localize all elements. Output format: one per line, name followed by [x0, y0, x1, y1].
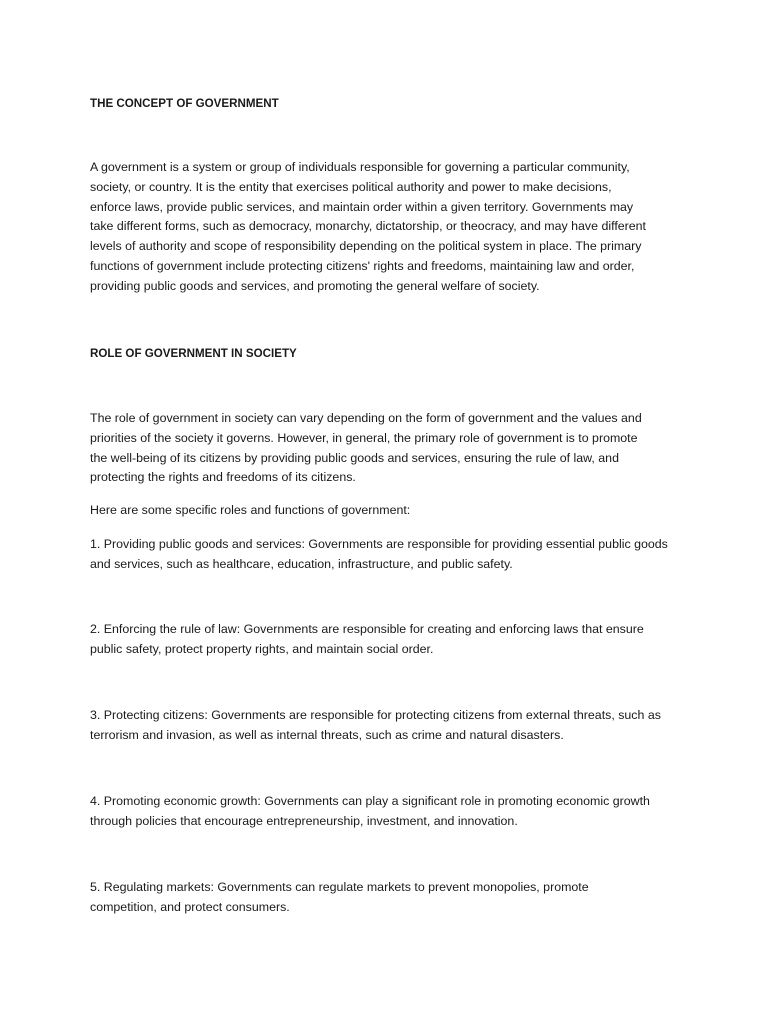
text-line: levels of authority and scope of responsibility depending on the political system in place. The primary: [90, 239, 642, 254]
text-line: 2. Enforcing the rule of law: Governments are responsible for creating and enforcing laws that ensure: [90, 622, 644, 636]
text-line: and services, such as healthcare, education, infrastructure, and public safety.: [90, 556, 513, 571]
section-heading-role: [90, 344, 690, 364]
list-item-5: [90, 878, 690, 918]
text-line: 4. Promoting economic growth: Governments can play a significant role in promoting economic growth: [90, 794, 650, 808]
text-line: society, or country. It is the entity that exercises political authority and power to make decisions,: [90, 179, 612, 194]
text-line: Here are some specific roles and functions of government:: [90, 503, 411, 517]
text-line: through policies that encourage entrepreneurship, investment, and innovation.: [90, 813, 518, 828]
text-line: 1. Providing public goods and services: Governments are responsible for providing essential public goods: [90, 537, 668, 551]
text-line: providing public goods and services, and promoting the general welfare of society.: [90, 278, 540, 293]
text-line: competition, and protect consumers.: [90, 899, 290, 914]
text-line: enforce laws, provide public services, and maintain order within a given territory. Governments may: [90, 199, 634, 214]
document-page: [90, 0, 690, 1024]
text-line: The role of government in society can vary depending on the form of government and the values and: [90, 411, 642, 425]
paragraph-lead-in: [90, 501, 690, 521]
text-line: public safety, protect property rights, and maintain social order.: [90, 641, 434, 656]
text-line: priorities of the society it governs. However, in general, the primary role of government is to promote: [90, 430, 638, 445]
text-line: the well-being of its citizens by providing public goods and services, ensuring the rule of law, and: [90, 450, 619, 465]
list-item-4: [90, 792, 690, 832]
text-line: 5. Regulating markets: Governments can regulate markets to prevent monopolies, promote: [90, 880, 589, 894]
section-heading-concept: [90, 94, 690, 114]
list-item-3: [90, 706, 690, 746]
heading-text: THE CONCEPT OF GOVERNMENT: [90, 97, 279, 110]
paragraph-concept: [90, 158, 690, 297]
text-line: 3. Protecting citizens: Governments are responsible for protecting citizens from external threats, such as: [90, 708, 661, 722]
text-line: take different forms, such as democracy, monarchy, dictatorship, or theocracy, and may have different: [90, 219, 647, 234]
heading-text: ROLE OF GOVERNMENT IN SOCIETY: [90, 347, 297, 360]
list-item-2: [90, 620, 690, 660]
paragraph-role-intro: [90, 409, 690, 488]
text-line: A government is a system or group of individuals responsible for governing a particular community,: [90, 160, 630, 174]
text-line: functions of government include protecting citizens' rights and freedoms, maintaining law and order,: [90, 258, 635, 273]
text-line: protecting the rights and freedoms of its citizens.: [90, 470, 356, 485]
text-line: terrorism and invasion, as well as internal threats, such as crime and natural disasters.: [90, 727, 564, 742]
list-item-1: [90, 535, 690, 575]
